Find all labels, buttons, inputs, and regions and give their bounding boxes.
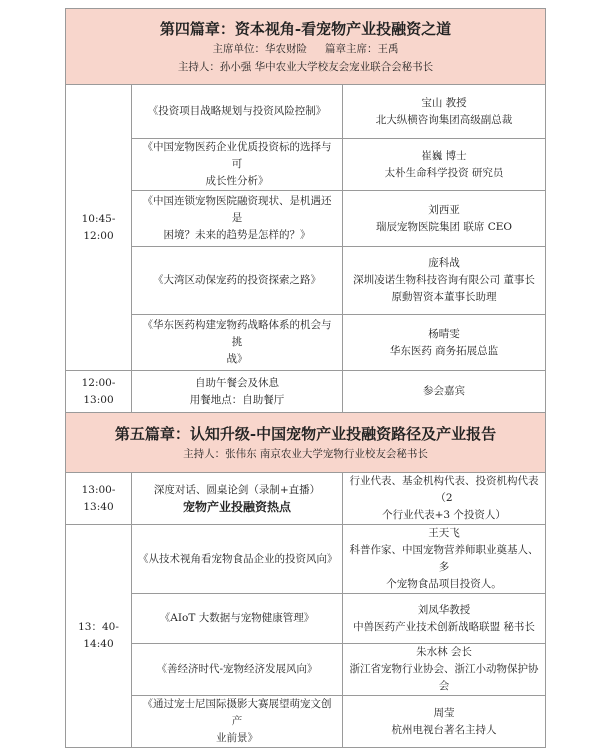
talk-title: 《投资项目战略规划与投资风险控制》 <box>132 85 343 139</box>
table-row <box>66 315 546 371</box>
part4-organizer-line <box>72 40 539 58</box>
part5-host-label: 主持人： <box>183 447 226 460</box>
table-row <box>66 191 546 247</box>
part4-host-label: 主持人： <box>177 60 220 73</box>
table-row <box>66 525 546 594</box>
talk-title: 《大湾区动保宠药的投资探索之路》 <box>132 247 343 315</box>
talk-title: 《从技术视角看宠物食品企业的投资风向》 <box>132 525 343 594</box>
roundtable-row <box>66 473 546 525</box>
part4-chair-label: 篇章主席： <box>325 42 378 55</box>
part5-host: 张伟东 南京农业大学宠物行业校友会秘书长 <box>225 447 428 460</box>
part5-session-time: 13：40-14:40 <box>66 525 132 748</box>
table-row <box>66 139 546 191</box>
part4-host-line <box>72 58 539 76</box>
table-row <box>66 85 546 139</box>
part4-chair: 王禹 <box>377 42 399 55</box>
part5-host-line <box>72 445 539 463</box>
part4-organizer: 华农财险 <box>265 42 307 55</box>
table-row <box>66 247 546 315</box>
talk-speaker: 庞科战 深圳凌诺生物科技咨询有限公司 董事长 原動智资本董事长助理 <box>343 247 546 315</box>
talk-speaker: 宝山 教授 北大纵横咨询集团高级副总裁 <box>343 85 546 139</box>
part4-header <box>66 9 546 85</box>
table-row <box>66 644 546 696</box>
part5-header <box>66 413 546 473</box>
part4-session-time: 10:45-12:00 <box>66 85 132 371</box>
roundtable-who: 行业代表、基金机构代表、投资机构代表（2 个行业代表+3 个投资人） <box>343 473 546 525</box>
lunch-info: 自助午餐会及休息 用餐地点：自助餐厅 <box>132 371 343 413</box>
table-row <box>66 594 546 644</box>
talk-speaker: 王天飞 科普作家、中国宠物营养师职业奠基人、多 个宠物食品项目投资人。 <box>343 525 546 594</box>
talk-speaker: 杨晴雯 华东医药 商务拓展总监 <box>343 315 546 371</box>
talk-title: 《通过宠士尼国际摄影大赛展望萌宠文创产 业前景》 <box>132 696 343 748</box>
talk-speaker: 周莹 杭州电视台著名主持人 <box>343 696 546 748</box>
talk-title: 《善经济时代-宠物经济发展风向》 <box>132 644 343 696</box>
talk-title: 《中国宠物医药企业优质投资标的选择与可 成长性分析》 <box>132 139 343 191</box>
talk-speaker: 崔巍 博士 太朴生命科学投资 研究员 <box>343 139 546 191</box>
part4-header-row <box>66 9 546 85</box>
lunch-time: 12:00-13:00 <box>66 371 132 413</box>
roundtable-time: 13:00-13:40 <box>66 473 132 525</box>
schedule-table <box>65 8 546 748</box>
part4-title: 第四篇章：资本视角-看宠物产业投融资之道 <box>159 19 452 38</box>
lunch-who: 参会嘉宾 <box>343 371 546 413</box>
talk-title: 《中国连锁宠物医院融资现状、是机遇还是 困境？未来的趋势是怎样的？》 <box>132 191 343 247</box>
talk-title: 《华东医药构建宠物药战略体系的机会与挑 战》 <box>132 315 343 371</box>
talk-speaker: 刘西亚 瑞辰宠物医院集团 联席 CEO <box>343 191 546 247</box>
lunch-row <box>66 371 546 413</box>
talk-speaker: 朱水林 会长 浙江省宠物行业协会、浙江小动物保护协会 <box>343 644 546 696</box>
part5-title: 第五篇章：认知升级-中国宠物产业投融资路径及产业报告 <box>114 424 497 443</box>
part4-host: 孙小强 华中农业大学校友会宠业联合会秘书长 <box>219 60 434 73</box>
part4-organizer-label: 主席单位： <box>212 42 265 55</box>
part5-header-row <box>66 413 546 473</box>
talk-speaker: 刘凤华教授 中兽医药产业技术创新战略联盟 秘书长 <box>343 594 546 644</box>
table-row <box>66 696 546 748</box>
roundtable-info: 深度对话、圆桌论剑（录制+直播） 宠物产业投融资热点 <box>132 473 343 525</box>
talk-title: 《AIoT 大数据与宠物健康管理》 <box>132 594 343 644</box>
